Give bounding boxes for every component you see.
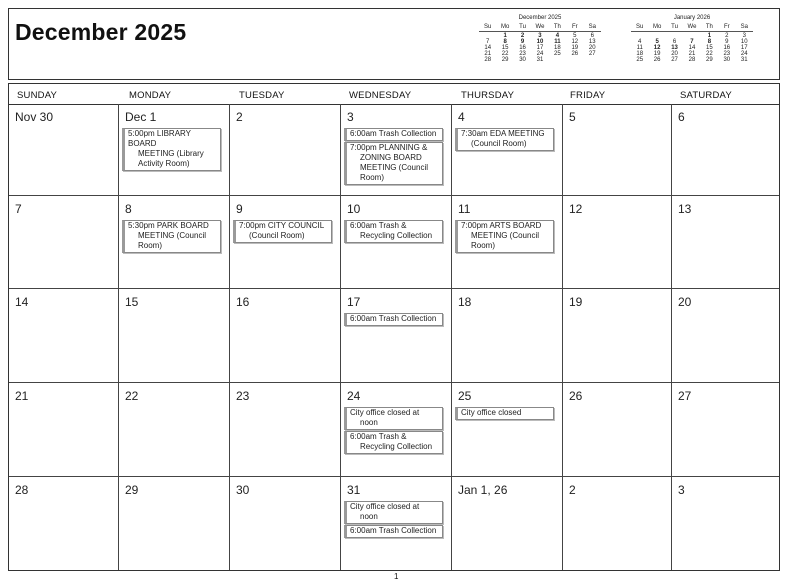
day-number: 30: [236, 483, 250, 497]
day-number: 24: [347, 389, 361, 403]
calendar-event[interactable]: [344, 220, 443, 243]
day-cell[interactable]: [452, 289, 563, 383]
mini-day: 15: [706, 45, 713, 51]
mini-weekday: Tu: [519, 24, 526, 30]
mini-day: 11: [636, 45, 643, 51]
mini-day: 6: [672, 39, 677, 45]
day-number: 16: [236, 295, 250, 309]
day-cell[interactable]: [341, 289, 452, 383]
weekday-header-row: [9, 84, 779, 105]
mini-weekday: Sa: [740, 24, 748, 30]
calendar-event[interactable]: [455, 220, 554, 253]
mini-day: 25: [636, 57, 644, 63]
event-text-line: ZONING BOARD: [360, 153, 422, 162]
mini-day: 31: [536, 57, 544, 63]
mini-day: 8: [707, 39, 712, 45]
day-number: 4: [458, 110, 465, 124]
mini-day: 24: [536, 51, 544, 57]
day-cell[interactable]: [672, 477, 779, 570]
mini-day: 16: [519, 45, 526, 51]
calendar-event[interactable]: [455, 128, 554, 151]
calendar-event[interactable]: [344, 128, 443, 141]
mini-day: 4: [638, 39, 642, 45]
mini-day: [549, 57, 566, 63]
mini-calendar-week: [479, 57, 601, 63]
event-text-line: Recycling Collection: [360, 442, 433, 451]
mini-day: 18: [636, 51, 644, 57]
event-text-line: 5:30pm PARK BOARD: [128, 221, 209, 230]
mini-weekday: Th: [553, 24, 561, 30]
day-cell[interactable]: [119, 289, 230, 383]
day-cell[interactable]: [563, 289, 672, 383]
mini-day: 23: [723, 51, 731, 57]
calendar-event[interactable]: [122, 128, 221, 171]
mini-weekday: Fr: [723, 24, 730, 30]
day-cell[interactable]: [672, 104, 779, 196]
calendar-event[interactable]: [344, 525, 443, 538]
event-text-line: Recycling Collection: [360, 231, 433, 240]
mini-day: 5: [655, 39, 659, 45]
day-number: 25: [458, 389, 472, 403]
event-text-line: 6:00am Trash Collection: [350, 526, 437, 535]
mini-day: 12: [571, 39, 579, 45]
weekday-header: WEDNESDAY: [349, 90, 412, 101]
mini-calendar-week: [631, 57, 753, 63]
mini-weekday: We: [535, 24, 545, 30]
calendar-event[interactable]: [344, 313, 443, 326]
event-text-line: noon: [360, 512, 378, 521]
event-text-line: Activity Room): [138, 159, 190, 168]
day-number: 3: [678, 483, 685, 497]
day-cell[interactable]: [452, 196, 563, 289]
mini-day: 24: [740, 51, 748, 57]
day-number: 10: [347, 202, 361, 216]
mini-day: 18: [554, 45, 561, 51]
mini-day: 21: [484, 51, 492, 57]
mini-day: 13: [671, 45, 678, 51]
mini-day: 15: [501, 45, 509, 51]
mini-day: 27: [588, 51, 596, 57]
mini-day: 14: [688, 45, 696, 51]
weekday-header: THURSDAY: [461, 90, 515, 101]
mini-day: 17: [740, 45, 748, 51]
day-number: 13: [678, 202, 692, 216]
page-title: December 2025: [15, 19, 187, 45]
mini-day: 7: [690, 39, 694, 45]
day-number: 15: [125, 295, 139, 309]
event-text-line: Room): [360, 173, 385, 182]
mini-day: 3: [538, 33, 542, 39]
event-text-line: City office closed: [461, 408, 522, 417]
mini-day: 16: [723, 45, 731, 51]
mini-day: 2: [725, 33, 729, 39]
weekday-header: SUNDAY: [17, 90, 58, 101]
mini-weekday: We: [687, 24, 697, 30]
day-number: 8: [125, 202, 132, 216]
day-number: 11: [458, 202, 471, 216]
day-cell[interactable]: [9, 104, 119, 196]
day-cell[interactable]: [341, 383, 452, 477]
event-text-line: Room): [471, 241, 496, 250]
mini-day: 9: [520, 39, 525, 45]
calendar-event[interactable]: [344, 142, 443, 185]
day-number: Nov 30: [15, 110, 54, 124]
mini-day: 20: [671, 51, 678, 57]
mini-day: 10: [740, 39, 748, 45]
day-number: 18: [458, 295, 472, 309]
day-cell[interactable]: [563, 104, 672, 196]
mini-day: 25: [554, 51, 561, 57]
day-cell[interactable]: [119, 104, 230, 196]
day-number: 27: [678, 389, 692, 403]
mini-calendar-weekdays: [631, 24, 753, 32]
mini-weekday: Th: [705, 24, 713, 30]
calendar-event[interactable]: [122, 220, 221, 253]
mini-day: 1: [707, 33, 712, 39]
day-cell[interactable]: [563, 383, 672, 477]
day-cell[interactable]: [9, 477, 119, 570]
calendar-event[interactable]: [455, 407, 554, 420]
mini-day: 22: [501, 51, 509, 57]
day-cell[interactable]: [119, 477, 230, 570]
mini-day: 7: [486, 39, 490, 45]
event-text-line: 6:00am Trash Collection: [350, 129, 437, 138]
mini-day: 29: [706, 57, 713, 63]
mini-day: 22: [706, 51, 713, 57]
day-number: 20: [678, 295, 692, 309]
event-text-line: 6:00am Trash &: [350, 221, 407, 230]
day-cell[interactable]: [230, 104, 341, 196]
weekday-header: FRIDAY: [570, 90, 606, 101]
mini-calendar-weekdays: [479, 24, 601, 32]
day-number: 21: [15, 389, 29, 403]
mini-day: 8: [503, 39, 507, 45]
weekday-header: TUESDAY: [239, 90, 285, 101]
day-number: 26: [569, 389, 583, 403]
mini-day: 29: [501, 57, 509, 63]
event-text-line: 7:30am EDA MEETING: [461, 129, 545, 138]
calendar-header: [8, 8, 780, 80]
day-number: 2: [569, 483, 576, 497]
mini-weekday: Mo: [500, 24, 510, 30]
event-text-line: MEETING (Library: [138, 149, 204, 158]
day-cell[interactable]: [452, 383, 563, 477]
day-number: 5: [569, 110, 576, 124]
event-text-line: (Council Room): [471, 139, 527, 148]
day-number: Jan 1, 26: [458, 483, 508, 497]
event-text-line: noon: [360, 418, 378, 427]
day-number: 29: [125, 483, 139, 497]
day-number: 17: [347, 295, 361, 309]
mini-day: 13: [588, 39, 596, 45]
day-number: 2: [236, 110, 243, 124]
mini-day: 21: [688, 51, 696, 57]
day-cell[interactable]: [672, 383, 779, 477]
mini-day: 28: [688, 57, 696, 63]
event-text-line: 5:00pm LIBRARY BOARD: [128, 129, 191, 148]
day-cell[interactable]: [563, 196, 672, 289]
event-text-line: 6:00am Trash Collection: [350, 314, 437, 323]
mini-day: 1: [503, 33, 507, 39]
calendar-event[interactable]: [344, 431, 443, 454]
page-number: 1: [394, 572, 399, 581]
day-cell[interactable]: [230, 477, 341, 570]
mini-day: 30: [519, 57, 526, 63]
event-text-line: 6:00am Trash &: [350, 432, 407, 441]
mini-day: 11: [554, 39, 561, 45]
mini-day: 31: [740, 57, 748, 63]
mini-day: 5: [573, 33, 577, 39]
day-cell[interactable]: [230, 196, 341, 289]
event-text-line: 7:00pm ARTS BOARD: [461, 221, 542, 230]
day-cell[interactable]: [119, 196, 230, 289]
event-text-line: 7:00pm PLANNING &: [350, 143, 428, 152]
mini-day: 19: [653, 51, 661, 57]
mini-weekday: Su: [484, 24, 492, 30]
day-cell[interactable]: [9, 196, 119, 289]
mini-weekday: Tu: [671, 24, 678, 30]
day-number: Dec 1: [125, 110, 157, 124]
event-text-line: 7:00pm CITY COUNCIL: [239, 221, 325, 230]
day-cell[interactable]: [230, 383, 341, 477]
day-cell[interactable]: [672, 289, 779, 383]
day-cell[interactable]: [9, 289, 119, 383]
day-cell[interactable]: [9, 383, 119, 477]
event-text-line: MEETING (Council: [360, 163, 429, 172]
event-text-line: Room): [138, 241, 163, 250]
day-cell[interactable]: [341, 104, 452, 196]
day-number: 3: [347, 110, 354, 124]
mini-calendar: [479, 15, 601, 63]
mini-day: 20: [588, 45, 596, 51]
mini-day: 23: [519, 51, 526, 57]
mini-day: 9: [725, 39, 729, 45]
calendar-grid: [9, 104, 779, 570]
event-text-line: City office closed at: [350, 408, 420, 417]
mini-calendar-title: December 2025: [518, 15, 562, 21]
day-cell[interactable]: [452, 477, 563, 570]
mini-day: 14: [484, 45, 492, 51]
day-cell[interactable]: [341, 477, 452, 570]
mini-weekday: Fr: [571, 24, 578, 30]
mini-day: 4: [555, 33, 560, 39]
day-cell[interactable]: [452, 104, 563, 196]
mini-day: 3: [742, 33, 746, 39]
day-cell[interactable]: [119, 383, 230, 477]
day-number: 31: [347, 483, 361, 497]
mini-day: 12: [653, 45, 661, 51]
day-number: 9: [236, 202, 243, 216]
day-number: 12: [569, 202, 583, 216]
event-text-line: (Council Room): [249, 231, 305, 240]
mini-day: 19: [571, 45, 579, 51]
mini-day: 26: [571, 51, 579, 57]
event-text-line: MEETING (Council: [471, 231, 540, 240]
mini-day: 2: [520, 33, 525, 39]
mini-day: 27: [671, 57, 678, 63]
mini-day: 30: [723, 57, 731, 63]
mini-day: 10: [536, 39, 544, 45]
day-number: 7: [15, 202, 22, 216]
mini-calendar: [631, 15, 753, 63]
weekday-header: MONDAY: [129, 90, 172, 101]
mini-day: 17: [536, 45, 544, 51]
mini-day: [584, 57, 601, 63]
mini-calendar-title: January 2026: [673, 15, 711, 21]
event-text-line: MEETING (Council: [138, 231, 207, 240]
day-number: 19: [569, 295, 583, 309]
day-cell[interactable]: [563, 477, 672, 570]
day-number: 23: [236, 389, 250, 403]
calendar-event[interactable]: [344, 501, 443, 524]
mini-weekday: Su: [636, 24, 644, 30]
calendar-event[interactable]: [344, 407, 443, 430]
day-number: 22: [125, 389, 139, 403]
event-text-line: City office closed at: [350, 502, 420, 511]
mini-weekday: Mo: [652, 24, 662, 30]
mini-day: 26: [653, 57, 661, 63]
weekday-header: SATURDAY: [680, 90, 732, 101]
mini-day: 6: [590, 33, 594, 39]
day-number: 6: [678, 110, 685, 124]
day-cell[interactable]: [341, 196, 452, 289]
month-calendar: [8, 83, 780, 571]
day-cell[interactable]: [672, 196, 779, 289]
calendar-event[interactable]: [233, 220, 332, 243]
mini-day: [566, 57, 583, 63]
day-number: 14: [15, 295, 29, 309]
mini-day: 28: [484, 57, 492, 63]
day-number: 28: [15, 483, 29, 497]
day-cell[interactable]: [230, 289, 341, 383]
mini-weekday: Sa: [588, 24, 596, 30]
